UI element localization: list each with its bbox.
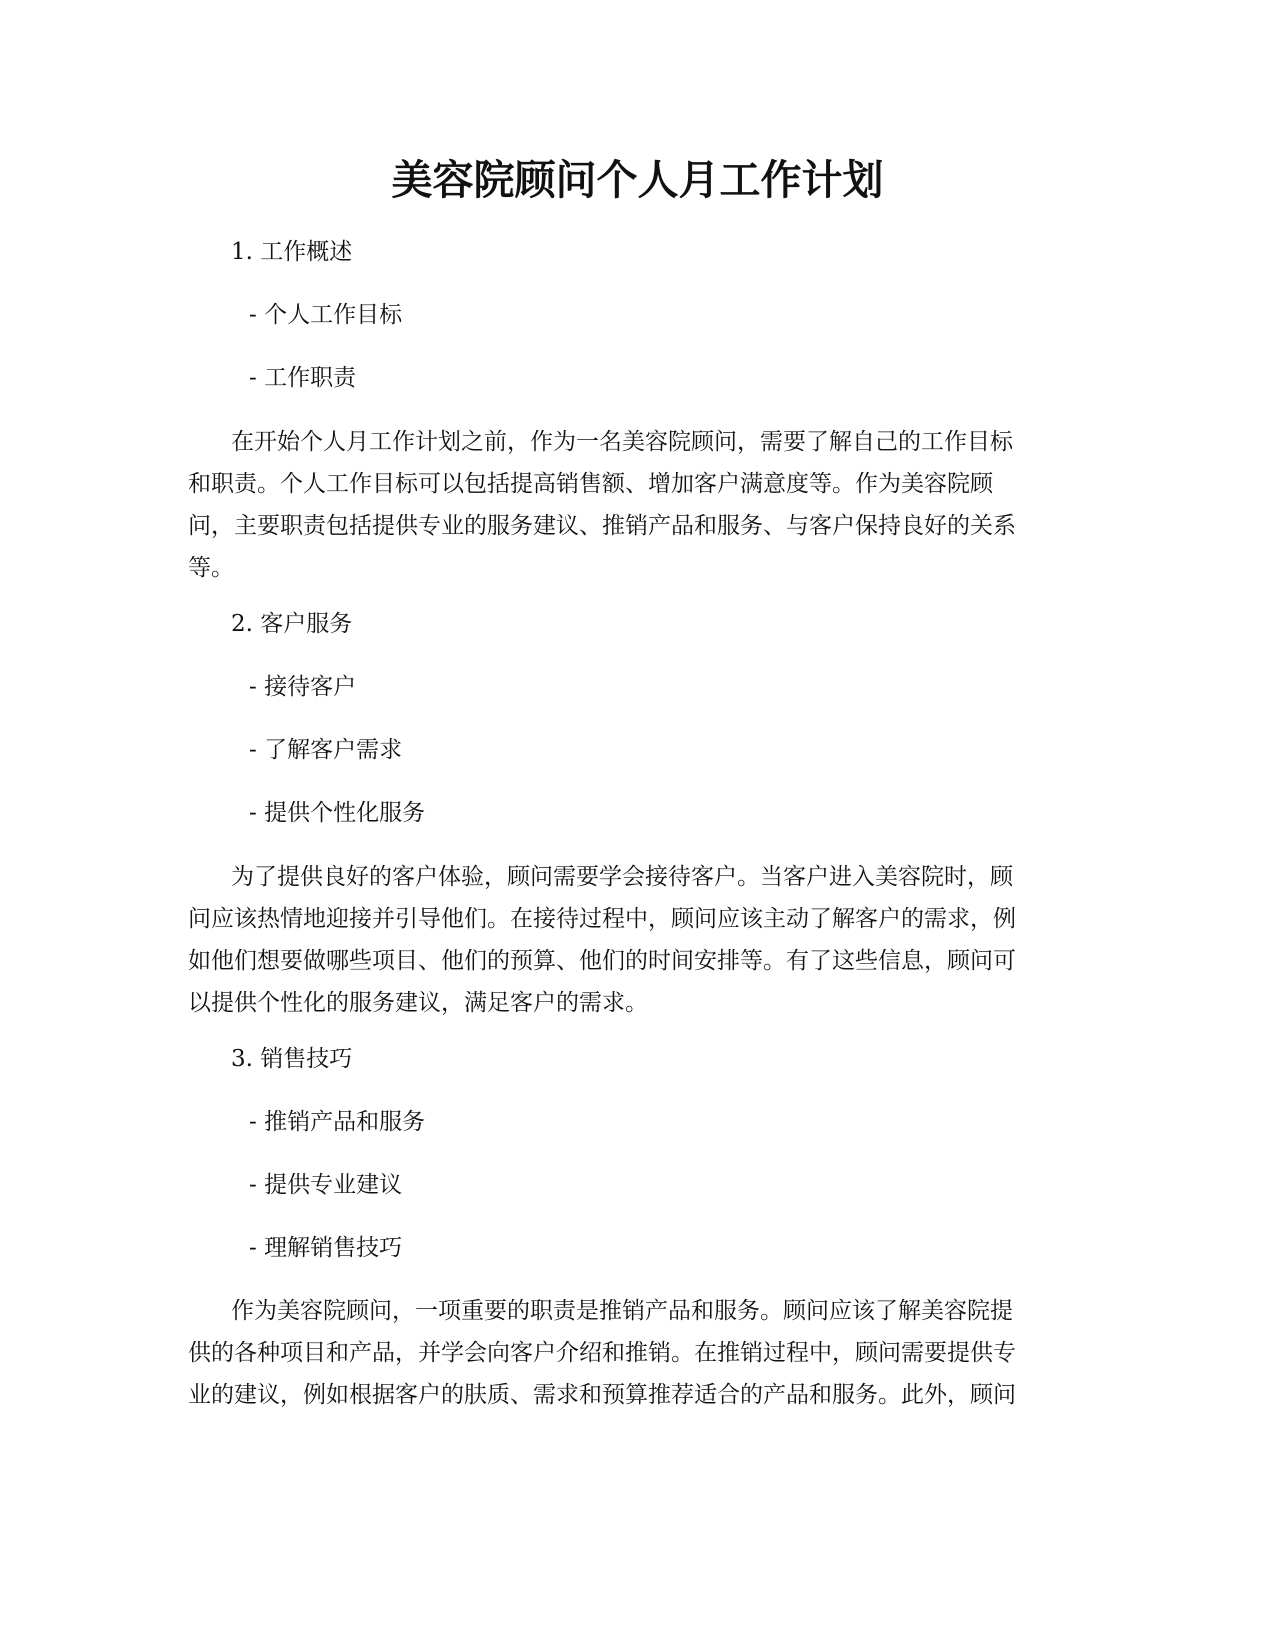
list-item: - 提供个性化服务 [249, 800, 426, 826]
paragraph-line: 等。 [188, 555, 234, 581]
paragraph-line: 问应该热情地迎接并引导他们。在接待过程中，顾问应该主动了解客户的需求，例 [188, 906, 1016, 932]
page-title: 美容院顾问个人月工作计划 [391, 156, 884, 204]
paragraph-line: 为了提供良好的客户体验，顾问需要学会接待客户。当客户进入美容院时，顾 [231, 864, 1013, 890]
paragraph [188, 421, 1088, 589]
paragraph-line: 在开始个人月工作计划之前，作为一名美容院顾问，需要了解自己的工作目标 [231, 429, 1013, 455]
paragraph-line: 业的建议，例如根据客户的肤质、需求和预算推荐适合的产品和服务。此外，顾问 [188, 1382, 1016, 1408]
list-item: - 理解销售技巧 [249, 1235, 403, 1261]
section-heading: 2. 客户服务 [231, 611, 353, 637]
paragraph-line: 如他们想要做哪些项目、他们的预算、他们的时间安排等。有了这些信息，顾问可 [188, 948, 1016, 974]
paragraph-line: 和职责。个人工作目标可以包括提高销售额、增加客户满意度等。作为美容院顾 [188, 471, 993, 497]
paragraph [188, 1290, 1088, 1416]
list-item: - 个人工作目标 [249, 302, 403, 328]
section-heading: 3. 销售技巧 [231, 1046, 353, 1072]
list-item: - 了解客户需求 [249, 737, 403, 763]
paragraph-line: 问，主要职责包括提供专业的服务建议、推销产品和服务、与客户保持良好的关系 [188, 513, 1016, 539]
paragraph-line: 作为美容院顾问，一项重要的职责是推销产品和服务。顾问应该了解美容院提 [231, 1298, 1013, 1324]
paragraph-line: 以提供个性化的服务建议，满足客户的需求。 [188, 990, 648, 1016]
paragraph [188, 856, 1088, 1024]
section-heading: 1. 工作概述 [231, 239, 353, 265]
list-item: - 工作职责 [249, 365, 357, 391]
list-item: - 接待客户 [249, 674, 357, 700]
list-item: - 提供专业建议 [249, 1172, 403, 1198]
paragraph-line: 供的各种项目和产品，并学会向客户介绍和推销。在推销过程中，顾问需要提供专 [188, 1340, 1016, 1366]
list-item: - 推销产品和服务 [249, 1109, 426, 1135]
